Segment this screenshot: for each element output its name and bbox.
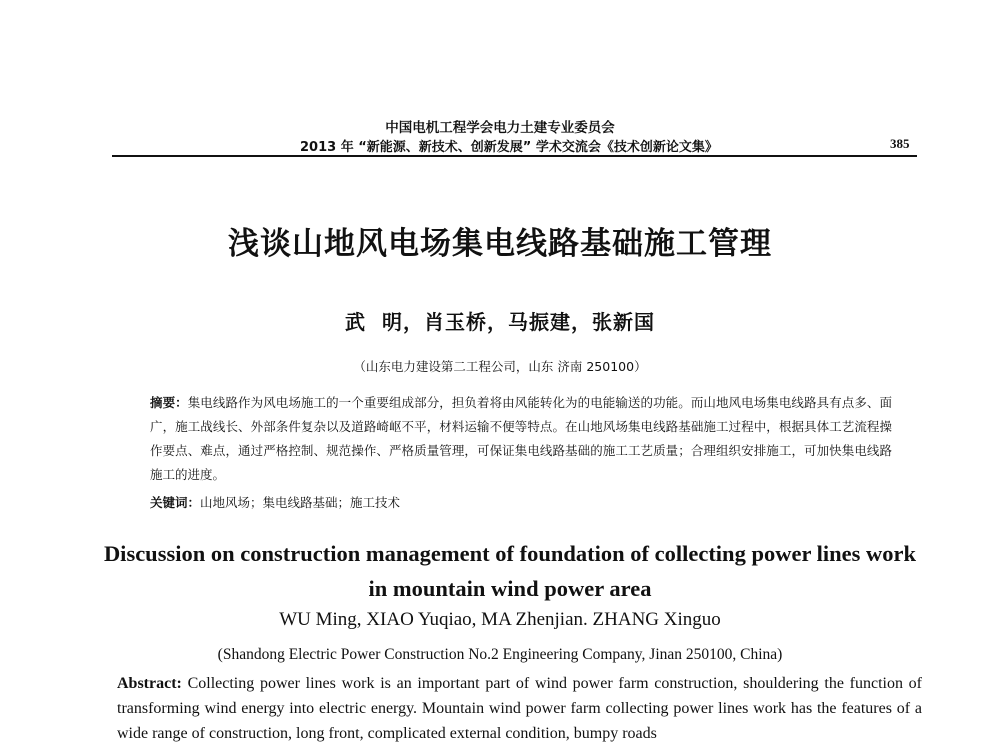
page-number: 385 <box>890 136 910 151</box>
chinese-affiliation: （山东电力建设第二工程公司，山东 济南 250100） <box>353 359 647 374</box>
english-abstract <box>117 671 922 746</box>
running-header-proceedings: 2013 年 “新能源、新技术、创新发展” 学术交流会《技术创新论文集》 <box>300 140 718 155</box>
chinese-abstract-text: 集电线路作为风电场施工的一个重要组成部分，担负着将由风能转化为的电能输送的功能。而山地风电场集电线路具有点多、面广，施工战线长、外部条件复杂以及道路崎岖不平，材料运输不便等特点。在山地风场集电线路基础施工过程中，根据具体工艺流程操作要点、难点，通过严格控制、规范操作、严格质量管理，可保证集电线路基础的施工工艺质量；合理组织安排施工，可加快集电线路施工的进度。 <box>150 395 892 482</box>
chinese-keywords <box>150 493 892 511</box>
english-authors: WU Ming, XIAO Yuqiao, MA Zhenjian. ZHANG Xinguo <box>279 609 721 630</box>
english-abstract-text: Collecting power lines work is an important part of wind power farm construction, shouldering the function of transforming wind energy into electric energy. Mountain wind power farm collecting power lines work has the features of a wide range of construction, long front, complicated external condition, bumpy roads <box>117 675 923 742</box>
chinese-keywords-text: 山地风场；集电线路基础；施工技术 <box>200 495 401 510</box>
chinese-keywords-label: 关键词： <box>150 495 201 510</box>
running-header-society: 中国电机工程学会电力土建专业委员会 <box>385 120 615 136</box>
english-abstract-label: Abstract: <box>117 675 182 692</box>
english-affiliation: (Shandong Electric Power Construction No.2 Engineering Company, Jinan 250100, China) <box>217 646 783 663</box>
chinese-abstract <box>150 391 892 487</box>
chinese-abstract-label: 摘要： <box>150 395 188 410</box>
chinese-authors: 武 明，肖玉桥，马振建，张新国 <box>345 310 655 334</box>
chinese-title: 浅谈山地风电场集电线路基础施工管理 <box>228 226 772 262</box>
header-rule <box>112 155 917 157</box>
english-title: Discussion on construction management of foundation of collecting power lines work in mountain wind power area <box>103 541 917 601</box>
